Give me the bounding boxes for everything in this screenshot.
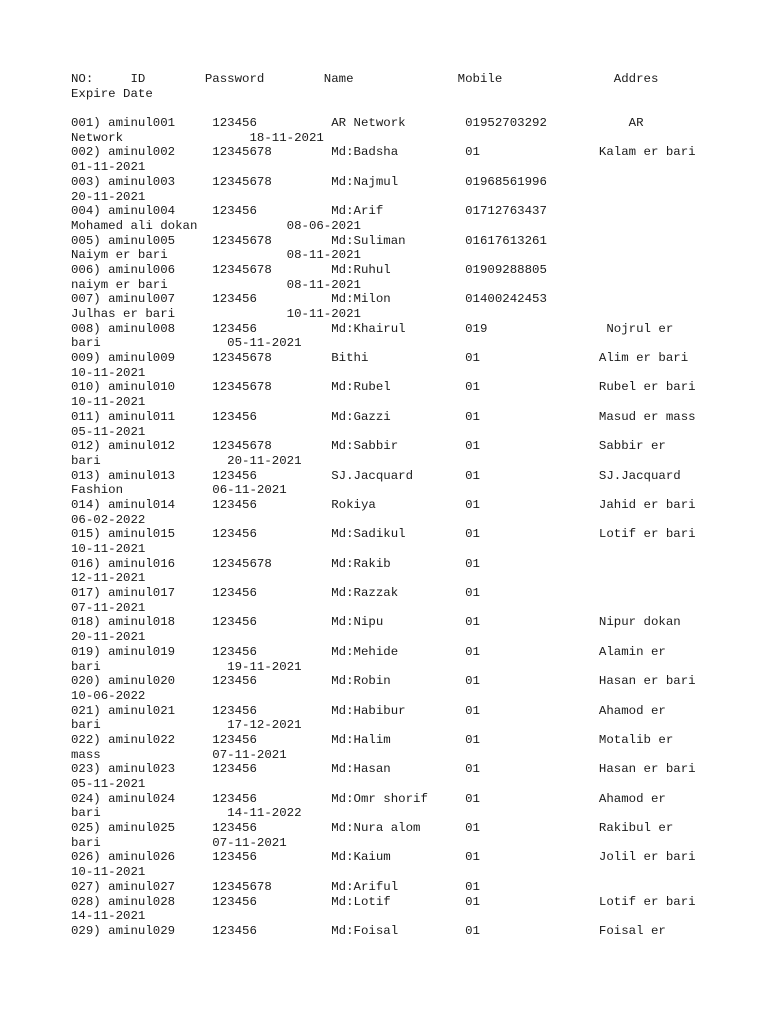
text-line: naiym er bari 08-11-2021 (71, 277, 361, 292)
text-line: 004) aminul004 123456 Md:Arif 01712763437 (71, 204, 547, 219)
text-line: 008) aminul008 123456 Md:Khairul 019 Nojrul er (71, 321, 674, 336)
text-line: 019) aminul019 123456 Md:Mehide 01 Alamin er (71, 644, 666, 659)
column-header-line-continued: Expire Date (71, 86, 153, 101)
text-line: bari 14-11-2022 (71, 806, 302, 821)
text-line: 10-06-2022 (71, 688, 146, 703)
text-line: 017) aminul017 123456 Md:Razzak 01 (71, 586, 480, 601)
text-line: 013) aminul013 123456 SJ.Jacquard 01 SJ.Jacquard (71, 468, 681, 483)
text-line: 027) aminul027 12345678 Md:Ariful 01 (71, 879, 480, 894)
text-line: 010) aminul010 12345678 Md:Rubel 01 Rubel er bari (71, 380, 696, 395)
text-line: 005) aminul005 12345678 Md:Suliman 01617613261 (71, 233, 547, 248)
text-line: bari 19-11-2021 (71, 659, 302, 674)
text-line: 003) aminul003 12345678 Md:Najmul 01968561996 (71, 174, 547, 189)
text-line: 014) aminul014 123456 Rokiya 01 Jahid er bari (71, 497, 696, 512)
text-line: 002) aminul002 12345678 Md:Badsha 01 Kalam er bari (71, 145, 696, 160)
text-line: Naiym er bari 08-11-2021 (71, 248, 361, 263)
text-line: 10-11-2021 (71, 865, 146, 880)
text-line: 05-11-2021 (71, 424, 146, 439)
text-line: 06-02-2022 (71, 512, 146, 527)
text-line: 07-11-2021 (71, 600, 146, 615)
text-line: 10-11-2021 (71, 395, 146, 410)
text-line (71, 101, 761, 116)
text-line: 006) aminul006 12345678 Md:Ruhul 01909288805 (71, 262, 547, 277)
text-line: 028) aminul028 123456 Md:Lotif 01 Lotif er bari (71, 894, 696, 909)
document-body (71, 72, 761, 939)
text-line: 01-11-2021 (71, 160, 146, 175)
text-line: 10-11-2021 (71, 365, 146, 380)
column-header-line: NO: ID Password Name Mobile Addres (71, 72, 659, 86)
text-line: 015) aminul015 123456 Md:Sadikul 01 Lotif er bari (71, 527, 696, 542)
text-line: bari 20-11-2021 (71, 453, 302, 468)
text-line: 024) aminul024 123456 Md:Omr shorif 01 Ahamod er (71, 791, 666, 806)
text-line: Julhas er bari 10-11-2021 (71, 307, 361, 321)
text-line: 12-11-2021 (71, 571, 146, 586)
text-line: Fashion 06-11-2021 (71, 483, 287, 498)
text-line: 20-11-2021 (71, 630, 146, 645)
text-line: bari 17-12-2021 (71, 718, 302, 733)
text-line: 021) aminul021 123456 Md:Habibur 01 Ahamod er (71, 703, 666, 718)
text-line: 020) aminul020 123456 Md:Robin 01 Hasan er bari (71, 674, 696, 689)
text-line: 029) aminul029 123456 Md:Foisal 01 Foisal er (71, 923, 666, 938)
text-line: Network 18-11-2021 (71, 130, 324, 145)
text-line: 022) aminul022 123456 Md:Halim 01 Motalib er (71, 732, 674, 747)
text-line: 14-11-2021 (71, 909, 146, 924)
text-line: bari 07-11-2021 (71, 835, 287, 850)
text-line: 016) aminul016 12345678 Md:Rakib 01 (71, 556, 480, 571)
text-line: mass 07-11-2021 (71, 747, 287, 762)
text-line: 10-11-2021 (71, 542, 146, 556)
text-line: 001) aminul001 123456 AR Network 01952703292 AR (71, 116, 644, 131)
text-line: 011) aminul011 123456 Md:Gazzi 01 Masud er mass (71, 409, 696, 424)
text-line: Mohamed ali dokan 08-06-2021 (71, 218, 361, 233)
text-line: 007) aminul007 123456 Md:Milon 01400242453 (71, 292, 547, 307)
text-line: 009) aminul009 12345678 Bithi 01 Alim er bari (71, 351, 689, 366)
text-line: bari 05-11-2021 (71, 336, 302, 351)
text-line: 025) aminul025 123456 Md:Nura alom 01 Rakibul er (71, 821, 674, 836)
text-line: 023) aminul023 123456 Md:Hasan 01 Hasan er bari (71, 762, 696, 777)
text-line: 012) aminul012 12345678 Md:Sabbir 01 Sabbir er (71, 439, 666, 454)
text-line: 018) aminul018 123456 Md:Nipu 01 Nipur dokan (71, 615, 681, 630)
text-line: 20-11-2021 (71, 189, 146, 204)
text-line: 026) aminul026 123456 Md:Kaium 01 Jolil er bari (71, 850, 696, 865)
text-line: 05-11-2021 (71, 777, 146, 791)
